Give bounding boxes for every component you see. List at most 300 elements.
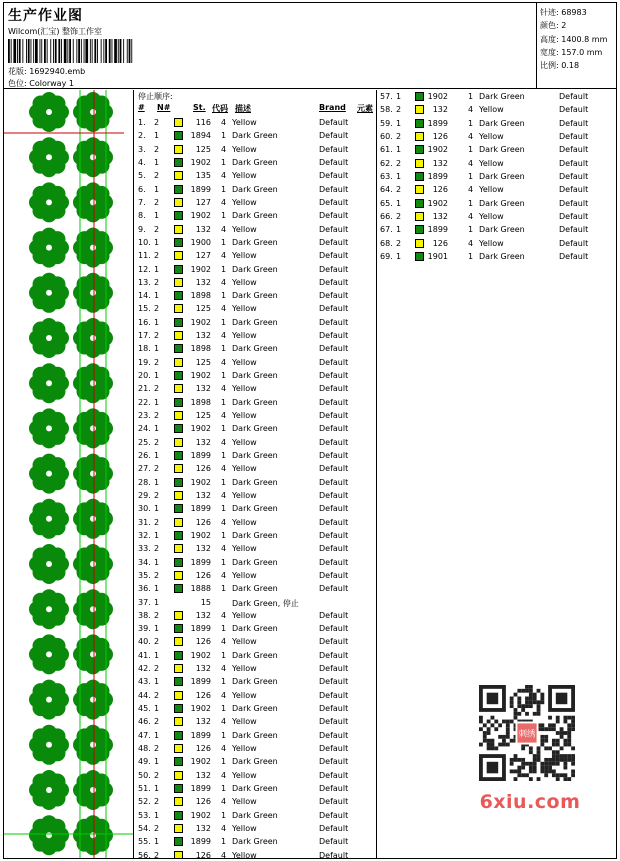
row-needle: 1 <box>154 757 160 767</box>
row-stitches: 1899 <box>427 171 448 181</box>
row-stitches: 1902 <box>427 92 448 101</box>
row-brand: Default <box>319 850 349 858</box>
row-description: Dark Green <box>232 344 278 354</box>
swatch-dark-green <box>174 131 183 140</box>
row-description: Yellow <box>232 664 257 674</box>
flower-motif <box>29 815 69 855</box>
row-description: Yellow <box>232 490 257 500</box>
swatch-dark-green <box>174 451 183 460</box>
row-needle: 2 <box>154 517 160 527</box>
table-row <box>135 477 376 490</box>
row-description: Dark Green <box>232 530 278 540</box>
row-brand: Default <box>319 331 349 341</box>
swatch-yellow <box>174 145 183 154</box>
row-stitches: 1898 <box>190 291 211 301</box>
table-row <box>135 210 376 223</box>
row-code: 4 <box>221 304 227 314</box>
swatch-yellow <box>415 212 424 221</box>
row-code: 4 <box>468 158 474 168</box>
row-brand: Default <box>559 251 589 261</box>
row-needle: 2 <box>154 304 160 314</box>
swatch-yellow <box>174 824 183 833</box>
table-row <box>135 157 376 170</box>
row-needle: 2 <box>396 105 402 115</box>
table-row <box>135 317 376 330</box>
row-stitches: 1902 <box>190 424 211 434</box>
row-brand: Default <box>559 198 589 208</box>
header-st: St. <box>193 103 206 112</box>
row-index: 9. <box>138 224 146 234</box>
row-needle: 2 <box>154 664 160 674</box>
row-needle: 2 <box>154 464 160 474</box>
row-stitches: 126 <box>195 797 211 807</box>
row-code: 4 <box>221 490 227 500</box>
row-description: Yellow <box>232 251 257 261</box>
flower-motif <box>29 182 69 222</box>
row-code: 4 <box>221 224 227 234</box>
row-stitches: 132 <box>195 823 211 833</box>
row-stitches: 1902 <box>427 145 448 155</box>
table-row <box>378 171 616 184</box>
table-row <box>135 650 376 663</box>
row-index: 56. <box>138 850 151 858</box>
row-description: Yellow <box>232 770 257 780</box>
table-row <box>135 557 376 570</box>
row-stitches: 1899 <box>190 730 211 740</box>
row-description: Yellow <box>232 437 257 447</box>
swatch-dark-green <box>174 211 183 220</box>
row-brand: Default <box>319 317 349 327</box>
header <box>4 3 616 89</box>
row-stitches: 126 <box>195 744 211 754</box>
row-stitches: 132 <box>195 610 211 620</box>
table-row <box>135 463 376 476</box>
table-row <box>135 850 376 858</box>
row-stitches: 126 <box>195 517 211 527</box>
row-code: 1 <box>221 184 227 194</box>
row-index: 33. <box>138 544 151 554</box>
row-needle: 1 <box>154 730 160 740</box>
row-needle: 1 <box>154 704 160 714</box>
row-stitches: 127 <box>195 251 211 261</box>
row-needle: 2 <box>154 118 160 127</box>
row-brand: Default <box>319 371 349 381</box>
row-stitches: 132 <box>195 331 211 341</box>
row-stitches: 127 <box>195 197 211 207</box>
row-stitches: 1899 <box>427 225 448 235</box>
swatch-dark-green <box>174 504 183 513</box>
row-brand: Default <box>319 744 349 754</box>
swatch-dark-green <box>174 531 183 540</box>
row-index: 22. <box>138 397 151 407</box>
stop-sequence-table <box>135 90 377 858</box>
row-index: 14. <box>138 291 151 301</box>
row-code: 1 <box>221 131 227 141</box>
row-index: 7. <box>138 197 146 207</box>
row-index: 18. <box>138 344 151 354</box>
row-index: 68. <box>380 238 393 248</box>
swatch-dark-green <box>174 704 183 713</box>
row-needle: 2 <box>154 251 160 261</box>
row-needle: 2 <box>154 437 160 447</box>
row-code: 4 <box>468 131 474 141</box>
row-index: 42. <box>138 664 151 674</box>
row-brand: Default <box>559 131 589 141</box>
row-description: Yellow <box>232 850 257 858</box>
row-description: Yellow <box>232 823 257 833</box>
row-code: 1 <box>468 198 474 208</box>
row-description: Dark Green <box>232 451 278 460</box>
row-index: 54. <box>138 823 151 833</box>
row-needle: 1 <box>154 584 160 594</box>
row-code: 1 <box>221 677 227 687</box>
swatch-dark-green <box>174 624 183 633</box>
row-index: 17. <box>138 331 151 341</box>
row-description: Yellow <box>232 544 257 554</box>
table-row <box>378 198 616 211</box>
swatch-yellow <box>174 438 183 447</box>
flower-motif <box>29 273 69 313</box>
table-row <box>135 743 376 756</box>
table-row <box>378 184 616 197</box>
table-row <box>135 264 376 277</box>
swatch-dark-green <box>174 731 183 740</box>
flower-motif <box>73 182 113 222</box>
flower-motif <box>29 725 69 765</box>
row-brand: Default <box>319 171 349 181</box>
row-index: 11. <box>138 251 151 261</box>
swatch-dark-green <box>174 265 183 274</box>
flower-motif <box>29 454 69 494</box>
row-index: 1. <box>138 118 146 127</box>
row-code: 1 <box>221 344 227 354</box>
embroidery-preview <box>4 90 134 858</box>
row-stitches: 1899 <box>427 118 448 128</box>
row-description: Dark Green <box>232 757 278 767</box>
row-code: 4 <box>221 357 227 367</box>
row-brand: Default <box>319 797 349 807</box>
row-stitches: 125 <box>195 144 211 154</box>
row-index: 48. <box>138 744 151 754</box>
row-stitches: 126 <box>195 690 211 700</box>
flower-motif <box>29 634 69 674</box>
flower-motif <box>73 454 113 494</box>
table-row <box>135 437 376 450</box>
row-index: 34. <box>138 557 151 567</box>
row-description: Dark Green <box>232 157 278 167</box>
row-needle: 1 <box>154 810 160 820</box>
row-needle: 1 <box>154 211 160 221</box>
row-needle: 2 <box>154 717 160 727</box>
row-description: Yellow <box>232 610 257 620</box>
table-row <box>135 450 376 463</box>
row-description: Yellow <box>232 637 257 647</box>
table-row <box>135 170 376 183</box>
flower-motif <box>73 544 113 584</box>
row-needle: 2 <box>154 384 160 394</box>
row-stitches: 1902 <box>190 264 211 274</box>
row-description: Dark Green <box>232 784 278 793</box>
swatch-yellow <box>174 611 183 620</box>
row-brand: Default <box>319 277 349 287</box>
row-code: 4 <box>221 823 227 833</box>
row-stitches: 132 <box>195 544 211 554</box>
swatch-dark-green <box>174 651 183 660</box>
row-description: Dark Green <box>479 198 525 208</box>
row-stitches: 126 <box>432 131 448 141</box>
table-row <box>378 238 616 251</box>
row-needle: 1 <box>396 225 402 235</box>
row-needle: 1 <box>396 198 402 208</box>
swatch-dark-green <box>415 225 424 234</box>
row-needle: 1 <box>396 171 402 181</box>
swatch-dark-green <box>415 252 424 261</box>
row-code: 1 <box>221 837 227 847</box>
row-description: Yellow <box>232 224 257 234</box>
row-index: 37. <box>138 597 151 607</box>
row-needle: 1 <box>154 184 160 194</box>
swatch-yellow <box>174 571 183 580</box>
row-index: 66. <box>380 211 393 221</box>
row-code: 1 <box>221 704 227 714</box>
row-needle: 1 <box>396 118 402 128</box>
row-brand: Default <box>559 105 589 115</box>
row-code: 1 <box>221 624 227 634</box>
row-index: 29. <box>138 490 151 500</box>
swatch-dark-green <box>174 424 183 433</box>
row-brand: Default <box>559 238 589 248</box>
row-description: Dark Green <box>232 397 278 407</box>
row-needle: 2 <box>154 331 160 341</box>
row-index: 5. <box>138 171 146 181</box>
row-brand: Default <box>319 477 349 487</box>
swatch-dark-green <box>174 371 183 380</box>
table-row <box>135 290 376 303</box>
swatch-yellow <box>174 225 183 234</box>
table-row <box>135 383 376 396</box>
row-stitches: 1899 <box>190 184 211 194</box>
flower-motif <box>73 228 113 268</box>
table-row <box>378 144 616 157</box>
flower-motif <box>29 137 69 177</box>
row-index: 19. <box>138 357 151 367</box>
table-row <box>135 770 376 783</box>
production-sheet <box>3 2 617 859</box>
row-code: 4 <box>221 544 227 554</box>
row-stitches: 1902 <box>190 810 211 820</box>
row-needle: 1 <box>154 344 160 354</box>
stat-stitches: 针迹: 68983 <box>540 8 587 17</box>
row-index: 50. <box>138 770 151 780</box>
row-stitches: 132 <box>195 384 211 394</box>
row-index: 20. <box>138 371 151 381</box>
row-brand: Default <box>319 118 349 127</box>
row-stitches: 1902 <box>190 530 211 540</box>
swatch-dark-green <box>174 398 183 407</box>
row-description: Yellow <box>232 690 257 700</box>
table-row <box>135 517 376 530</box>
swatch-dark-green <box>174 185 183 194</box>
row-stitches: 1898 <box>190 344 211 354</box>
row-stitches: 132 <box>195 664 211 674</box>
page-title: 生产作业图 <box>8 8 83 24</box>
row-description: Dark Green <box>479 171 525 181</box>
row-brand: Default <box>559 185 589 195</box>
flower-motif <box>73 363 113 403</box>
row-needle: 1 <box>154 451 160 460</box>
row-index: 62. <box>380 158 393 168</box>
row-index: 13. <box>138 277 151 287</box>
row-index: 26. <box>138 451 151 460</box>
row-brand: Default <box>319 291 349 301</box>
row-needle: 2 <box>154 570 160 580</box>
row-needle: 2 <box>154 197 160 207</box>
row-index: 46. <box>138 717 151 727</box>
swatch-yellow <box>174 198 183 207</box>
row-code: 1 <box>221 451 227 460</box>
table-row <box>135 530 376 543</box>
row-description: Dark Green <box>232 504 278 514</box>
row-stitches: 126 <box>195 850 211 858</box>
flower-motif <box>73 815 113 855</box>
row-code: 1 <box>221 237 227 247</box>
row-index: 25. <box>138 437 151 447</box>
row-brand: Default <box>319 344 349 354</box>
row-needle: 1 <box>154 317 160 327</box>
row-description: Dark Green <box>479 145 525 155</box>
row-description: Yellow <box>232 357 257 367</box>
row-needle: 2 <box>154 770 160 780</box>
row-index: 27. <box>138 464 151 474</box>
swatch-yellow <box>174 797 183 806</box>
flower-motif <box>73 499 113 539</box>
flower-motif <box>29 589 69 629</box>
row-stitches: 1899 <box>190 504 211 514</box>
row-code: 1 <box>221 584 227 594</box>
row-code: 1 <box>468 251 474 261</box>
row-needle: 1 <box>154 424 160 434</box>
row-stitches: 1898 <box>190 397 211 407</box>
table-row <box>135 783 376 796</box>
row-needle: 1 <box>396 92 402 101</box>
swatch-yellow <box>174 544 183 553</box>
swatch-dark-green <box>174 238 183 247</box>
row-brand: Default <box>319 144 349 154</box>
row-stitches: 132 <box>195 490 211 500</box>
row-index: 43. <box>138 677 151 687</box>
row-index: 2. <box>138 131 146 141</box>
table-row <box>135 370 376 383</box>
row-code: 4 <box>468 185 474 195</box>
table-row <box>378 104 616 117</box>
row-brand: Default <box>319 637 349 647</box>
row-code: 4 <box>221 144 227 154</box>
row-code: 4 <box>221 717 227 727</box>
row-code: 1 <box>221 530 227 540</box>
row-code: 1 <box>221 650 227 660</box>
row-brand: Default <box>319 730 349 740</box>
swatch-yellow <box>174 664 183 673</box>
row-brand: Default <box>319 530 349 540</box>
table-row <box>135 823 376 836</box>
row-needle: 2 <box>154 357 160 367</box>
row-description: Yellow <box>232 384 257 394</box>
row-needle: 1 <box>154 504 160 514</box>
row-brand: Default <box>319 624 349 634</box>
watermark-block <box>471 681 589 823</box>
flower-motif <box>73 680 113 720</box>
swatch-dark-green <box>174 558 183 567</box>
flower-motif <box>29 680 69 720</box>
header-n: N# <box>157 103 171 112</box>
row-needle: 2 <box>154 797 160 807</box>
row-brand: Default <box>319 717 349 727</box>
row-stitches: 1901 <box>427 251 448 261</box>
flower-motif <box>73 408 113 448</box>
row-brand: Default <box>319 690 349 700</box>
row-needle: 2 <box>154 823 160 833</box>
stat-scale: 比例: 0.18 <box>540 61 580 70</box>
row-index: 28. <box>138 477 151 487</box>
row-description: Dark Green <box>232 650 278 660</box>
row-stitches: 1902 <box>190 371 211 381</box>
row-needle: 1 <box>154 371 160 381</box>
row-stitches: 1902 <box>190 477 211 487</box>
row-description: Dark Green, 停止 <box>232 598 299 608</box>
swatch-yellow <box>174 331 183 340</box>
row-brand: Default <box>319 664 349 674</box>
table-row <box>135 597 376 610</box>
swatch-yellow <box>174 304 183 313</box>
row-index: 8. <box>138 211 146 221</box>
row-index: 51. <box>138 784 151 793</box>
table-row <box>378 251 616 264</box>
header-stats <box>538 3 616 89</box>
row-description: Dark Green <box>232 317 278 327</box>
row-brand: Default <box>319 384 349 394</box>
row-brand: Default <box>319 224 349 234</box>
swatch-yellow <box>415 105 424 114</box>
table-row <box>135 330 376 343</box>
row-index: 32. <box>138 530 151 540</box>
row-description: Yellow <box>232 717 257 727</box>
row-brand: Default <box>319 357 349 367</box>
row-description: Dark Green <box>479 251 525 261</box>
row-needle: 2 <box>396 131 402 141</box>
row-index: 49. <box>138 757 151 767</box>
table-row <box>135 810 376 823</box>
row-stitches: 126 <box>195 637 211 647</box>
row-stitches: 126 <box>432 185 448 195</box>
row-index: 41. <box>138 650 151 660</box>
swatch-yellow <box>174 384 183 393</box>
row-needle: 2 <box>154 224 160 234</box>
row-code: 1 <box>221 557 227 567</box>
flower-motif <box>29 318 69 358</box>
row-stitches: 132 <box>195 437 211 447</box>
table-row <box>378 224 616 237</box>
row-needle: 2 <box>396 158 402 168</box>
table-row <box>378 211 616 224</box>
swatch-yellow <box>415 132 424 141</box>
row-description: Yellow <box>232 277 257 287</box>
flower-motif <box>29 544 69 584</box>
row-brand: Default <box>319 650 349 660</box>
row-index: 53. <box>138 810 151 820</box>
row-index: 65. <box>380 198 393 208</box>
table-row <box>135 397 376 410</box>
row-description: Yellow <box>232 411 257 421</box>
